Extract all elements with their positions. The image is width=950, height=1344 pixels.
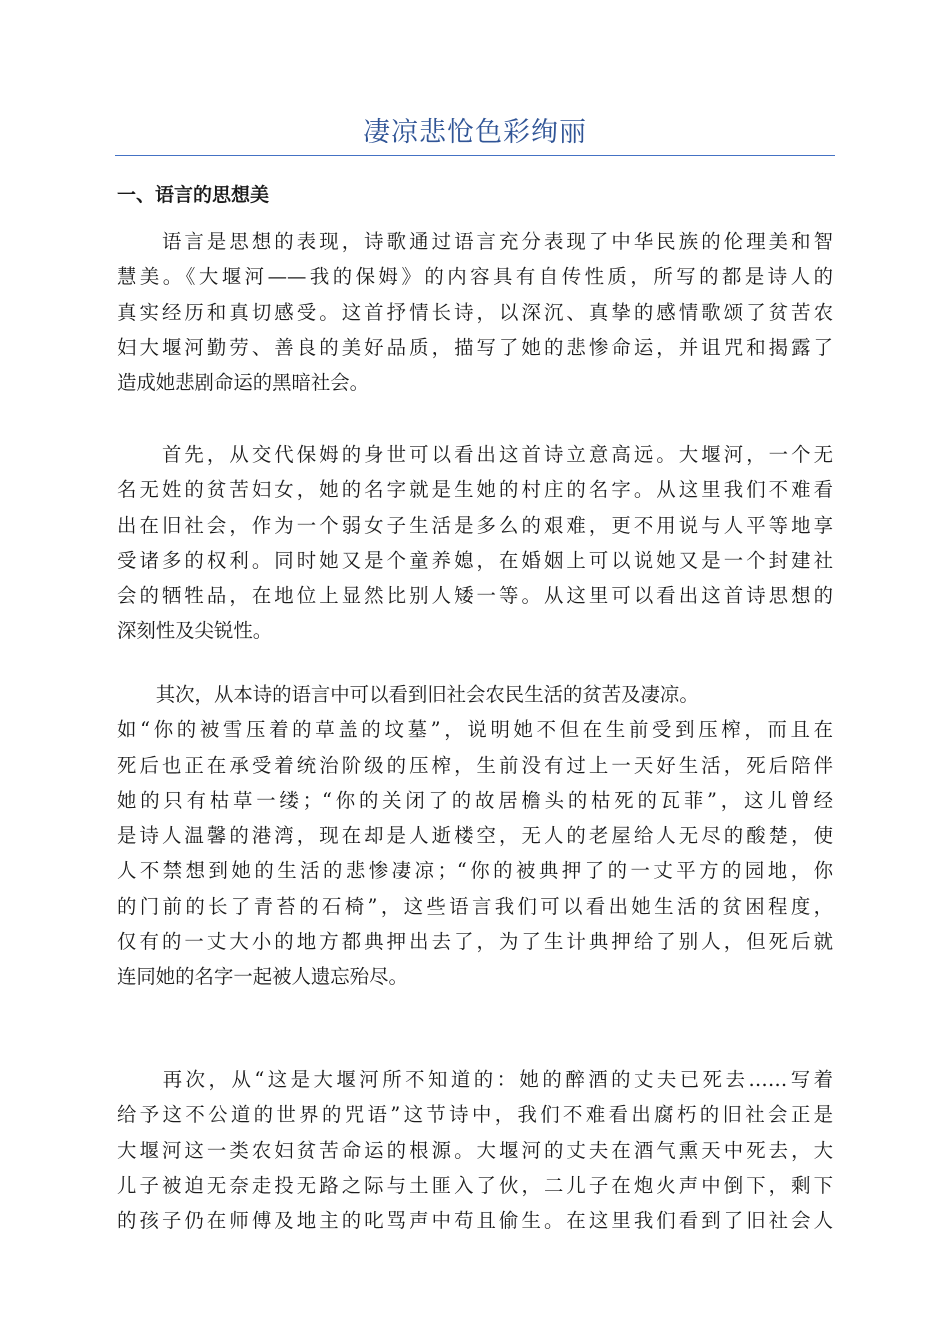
paragraph-line: 连同她的名字一起被人遗忘殆尽。 <box>117 965 408 989</box>
paragraph-line: 名无姓的贫苦妇女，她的名字就是生她的村庄的名字。从这里我们不难看 <box>117 478 833 502</box>
paragraph-line: 首先，从交代保姆的身世可以看出这首诗立意高远。大堰河，一个无 <box>117 443 833 466</box>
document-title: 凄凉悲怆色彩绚丽 <box>363 117 587 148</box>
paragraph-line: 如“你的被雪压着的草盖的坟墓”，说明她不但在生前受到压榨，而且在 <box>117 718 833 742</box>
paragraph-line: 语言是思想的表现，诗歌通过语言充分表现了中华民族的伦理美和智 <box>117 230 833 253</box>
paragraph-line: 是诗人温馨的港湾，现在却是人逝楼空，无人的老屋给人无尽的酸楚，使 <box>117 824 833 848</box>
paragraph-1 <box>117 224 833 400</box>
title-underline <box>115 155 835 156</box>
paragraph-line: 她的只有枯草一缕；“你的关闭了的故居檐头的枯死的瓦菲”，这儿曾经 <box>117 788 833 812</box>
paragraph-4 <box>117 1062 833 1238</box>
paragraph-line: 仅有的一丈大小的地方都典押出去了，为了生计典押给了别人，但死后就 <box>117 930 833 954</box>
paragraph-line: 其次，从本诗的语言中可以看到旧社会农民生活的贫苦及凄凉。 <box>117 683 699 706</box>
paragraph-line: 死后也正在承受着统治阶级的压榨，生前没有过上一天好生活，死后陪伴 <box>117 753 833 777</box>
paragraph-2 <box>117 437 833 649</box>
paragraph-line: 的孩子仍在师傅及地主的叱骂声中苟且偷生。在这里我们看到了旧社会人 <box>117 1209 833 1233</box>
paragraph-line: 人不禁想到她的生活的悲惨凄凉；“你的被典押了的一丈平方的园地，你 <box>117 859 833 883</box>
paragraph-line: 出在旧社会，作为一个弱女子生活是多么的艰难，更不用说与人平等地享 <box>117 513 833 537</box>
paragraph-line: 受诸多的权利。同时她又是个童养媳，在婚姻上可以说她又是一个封建社 <box>117 548 833 572</box>
paragraph-line: 给予这不公道的世界的咒语”这节诗中，我们不难看出腐朽的旧社会正是 <box>117 1103 833 1127</box>
paragraph-line: 慧美。《大堰河——我的保姆》的内容具有自传性质，所写的都是诗人的 <box>117 265 833 289</box>
paragraph-line: 再次，从“这是大堰河所不知道的：她的醉酒的丈夫已死去……写着 <box>117 1068 833 1091</box>
paragraph-line: 深刻性及尖锐性。 <box>117 619 273 643</box>
paragraph-line: 儿子被迫无奈走投无路之际与土匪入了伙，二儿子在炮火声中倒下，剩下 <box>117 1173 833 1197</box>
paragraph-line: 大堰河这一类农妇贫苦命运的根源。大堰河的丈夫在酒气熏天中死去，大 <box>117 1138 833 1162</box>
paragraph-3 <box>117 677 833 995</box>
paragraph-line: 造成她悲剧命运的黑暗社会。 <box>117 371 370 395</box>
paragraph-line: 会的牺牲品，在地位上显然比别人矮一等。从这里可以看出这首诗思想的 <box>117 584 833 608</box>
paragraph-line: 妇大堰河勤劳、善良的美好品质，描写了她的悲惨命运，并诅咒和揭露了 <box>117 335 833 359</box>
paragraph-line: 真实经历和真切感受。这首抒情长诗，以深沉、真挚的感情歌颂了贫苦农 <box>117 300 833 324</box>
paragraph-line: 的门前的长了青苔的石椅”，这些语言我们可以看出她生活的贫困程度， <box>117 894 833 918</box>
section-heading: 一、语言的思想美 <box>117 184 270 206</box>
